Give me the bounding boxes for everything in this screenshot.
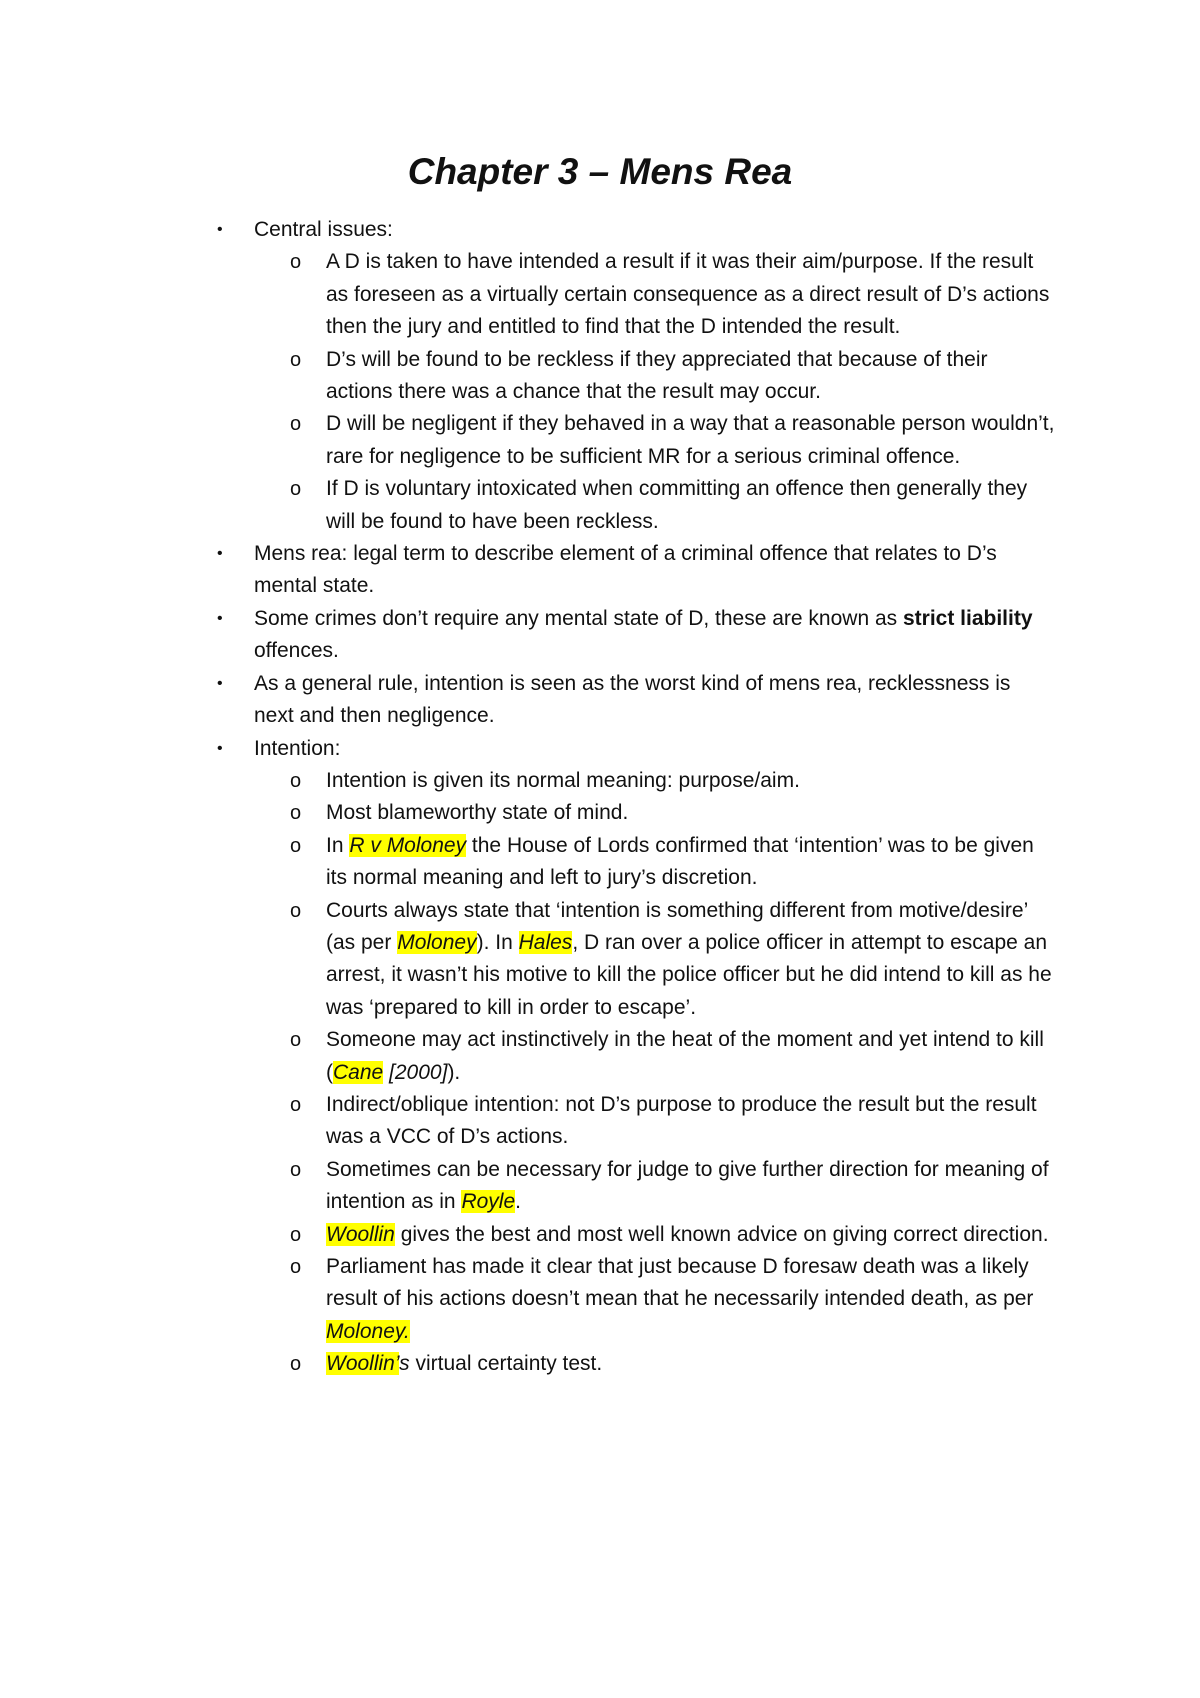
- sub-item-text: A D is taken to have intended a result if it was their aim/purpose. If the result as foreseen as a virtually certain consequence as a direct result of D’s actions then the jury and entitled to find that the D intended the result.: [326, 250, 1050, 339]
- sub-item: [0, 895, 1056, 1025]
- sub-item-text: Most blameworthy state of mind.: [326, 801, 629, 825]
- circle-bullet-icon: o: [290, 1223, 302, 1246]
- sub-item-text: Intention is given its normal meaning: purpose/aim.: [326, 768, 800, 792]
- sub-item: [0, 1024, 1056, 1089]
- circle-bullet-icon: o: [290, 348, 302, 371]
- list-item-text: As a general rule, intention is seen as the worst kind of mens rea, recklessness is next and then negligence.: [254, 671, 1011, 728]
- sub-item-text: D’s will be found to be reckless if they appreciated that because of their actions there was a chance that the result may occur.: [326, 347, 988, 404]
- case-name-highlight: Woollin’: [326, 1352, 400, 1376]
- case-name-highlight: Royle: [461, 1190, 516, 1214]
- circle-bullet-icon: o: [290, 413, 302, 436]
- notes-list: [0, 214, 1200, 1381]
- circle-bullet-icon: o: [290, 769, 302, 792]
- bullet-icon: •: [217, 609, 223, 627]
- list-item-central-issues: [0, 214, 1054, 246]
- sub-item-text: ).: [447, 1060, 461, 1084]
- case-name-highlight: R v Moloney: [349, 833, 467, 857]
- list-item-text: Some crimes don’t require any mental state of D, these are known as: [254, 606, 903, 630]
- list-item-intention: [0, 733, 1054, 765]
- sub-item-text: s: [399, 1352, 410, 1376]
- sub-item: [0, 473, 1056, 538]
- sub-item-text: .: [515, 1190, 521, 1214]
- sub-item: [0, 797, 1056, 829]
- sub-item-text: , D ran over a police officer in attempt to escape an arrest, it wasn’t his motive to kill the police officer but he did intend to kill as he was ‘prepared to kill in order to escape’.: [326, 930, 1052, 1019]
- circle-bullet-icon: o: [290, 1353, 302, 1376]
- sub-item-text: gives the best and most well known advice on giving correct direction.: [394, 1222, 1049, 1246]
- sub-item-text: Sometimes can be necessary for judge to give further direction for meaning of intention as in: [326, 1157, 1049, 1214]
- sub-item: [0, 246, 1056, 343]
- list-item-text: Mens rea: legal term to describe element of a criminal offence that relates to D’s mental state.: [254, 542, 997, 598]
- sub-item-text: D will be negligent if they behaved in a way that a reasonable person wouldn’t, rare for negligence to be sufficient MR for a serious criminal offence.: [326, 412, 1055, 468]
- sub-item-text: If D is voluntary intoxicated when committing an offence then generally they will be found to have been reckless.: [326, 477, 1028, 533]
- sub-item-text: virtual certainty test.: [409, 1352, 603, 1376]
- sub-item: [0, 408, 1056, 473]
- sub-item-text: Parliament has made it clear that just because D foresaw death was a likely result of his actions doesn’t mean that he necessarily intended death, as per: [326, 1255, 1034, 1311]
- sub-item-text: Courts always state that ‘intention is something different from motive/desire’ (as per: [326, 898, 1028, 954]
- case-name-highlight: Moloney.: [326, 1319, 410, 1343]
- bullet-icon: •: [217, 739, 223, 757]
- case-name-highlight: Hales: [518, 930, 573, 954]
- sub-item-text: Someone may act instinctively in the heat of the moment and yet intend to kill (: [326, 1028, 1044, 1084]
- sub-item-text: In: [326, 833, 350, 857]
- circle-bullet-icon: o: [290, 802, 302, 825]
- circle-bullet-icon: o: [290, 899, 302, 922]
- sub-item: [0, 1251, 1056, 1348]
- sub-item: [0, 1089, 1056, 1154]
- sub-item: [0, 765, 1056, 797]
- list-item-mens-rea: [0, 538, 1054, 603]
- case-name-highlight: Moloney: [397, 930, 477, 954]
- page-title: Chapter 3 – Mens Rea: [407, 151, 793, 192]
- list-item-text: Central issues:: [254, 218, 393, 241]
- sub-item: [0, 1219, 1056, 1251]
- circle-bullet-icon: o: [290, 1029, 302, 1052]
- case-year: [2000]: [383, 1060, 448, 1084]
- sub-item: [0, 1154, 1056, 1219]
- bullet-icon: •: [217, 545, 223, 563]
- key-term: strict liability: [902, 606, 1033, 630]
- circle-bullet-icon: o: [290, 1256, 302, 1278]
- sub-item-text: ). In: [476, 930, 519, 954]
- sub-item: [0, 344, 1056, 409]
- circle-bullet-icon: o: [290, 251, 302, 274]
- sub-item: [0, 1348, 1056, 1380]
- bullet-icon: •: [217, 674, 223, 692]
- bullet-icon: •: [217, 221, 223, 238]
- list-item-general-rule: [0, 668, 1054, 733]
- list-item-strict-liability: [0, 603, 1054, 668]
- list-item-text: offences.: [254, 639, 339, 663]
- circle-bullet-icon: o: [290, 478, 302, 501]
- circle-bullet-icon: o: [290, 1158, 302, 1181]
- list-item-text: Intention:: [254, 736, 341, 760]
- case-name-highlight: Cane: [333, 1060, 384, 1084]
- sub-item: [0, 830, 1056, 895]
- circle-bullet-icon: o: [290, 834, 302, 857]
- sub-item-text: the House of Lords confirmed that ‘intention’ was to be given its normal meaning and left to jury’s discretion.: [326, 833, 1034, 890]
- case-name-highlight: Woollin: [326, 1222, 395, 1246]
- sub-item-text: Indirect/oblique intention: not D’s purpose to produce the result but the result was a VCC of D’s actions.: [326, 1092, 1037, 1149]
- circle-bullet-icon: o: [290, 1093, 302, 1116]
